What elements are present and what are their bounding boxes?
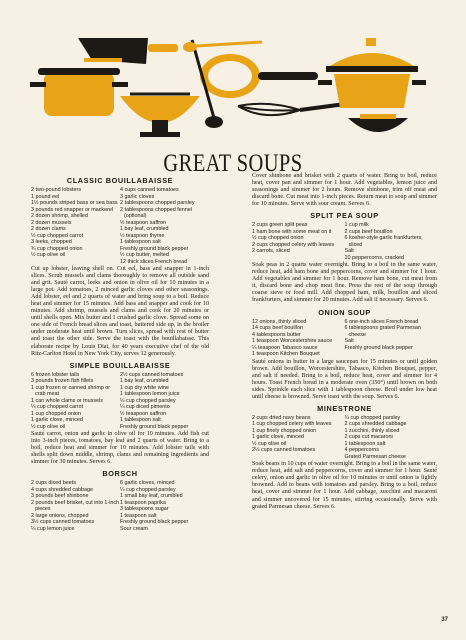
ingredient-item: ½ teaspoon thyme — [120, 232, 165, 239]
ingredient-item: 2 two-pound lobsters — [31, 187, 82, 193]
ingredient-item: 1 zucchini, thinly sliced — [344, 427, 400, 434]
ingredient-list — [31, 372, 209, 431]
ingredient-item: 2 carrots, sliced — [252, 248, 290, 255]
ingredient-item: 3 pounds frozen fish fillets — [31, 378, 94, 385]
ingredient-item: 1 tablespoon lemon juice — [120, 391, 180, 398]
ingredient-item: 2 cups cut macaroni — [344, 434, 393, 441]
ingredient-item: 1 teaspoon paprika — [120, 499, 166, 506]
ingredient-item: 1 teaspoon Kitchen Bouquet — [252, 351, 320, 358]
recipe-title: SIMPLE BOUILLABAISSE — [69, 360, 171, 370]
ingredient-item: 1 cup chopped onion — [31, 410, 82, 417]
ingredient-item: Freshly ground black pepper — [120, 245, 189, 252]
ingredient-item: 1½ pounds striped bass or sea bass — [31, 200, 118, 206]
ingredient-item: 6 kosher-style garlic frankfurters, sliced — [344, 235, 423, 248]
ingredient-column — [31, 372, 120, 431]
ingredient-item: ¼ cup chopped parsley — [120, 397, 176, 404]
ingredient-column — [120, 187, 209, 265]
ingredient-item: 14 cups beef bouillon — [252, 325, 303, 332]
ingredient-item: ¼ teaspoon Tabasco sauce — [252, 344, 318, 351]
recipe-simple-bouillabaisse — [31, 361, 209, 467]
ingredient-item: ½ cup butter, melted — [120, 252, 169, 258]
recipe-method: Cut up lobster, leaving shell on. Cut eel, bass and snapper in 1-inch slices. Scrub mussels and clams thoroughly to remove all outside sand and grit. Sauté carrot, leeks and onion in olive oil for 10 minutes in a large pot. Add tomatoes, 2 minced garlic cloves and other seasonings. Add lobster, eel and 2 quarts of water and bring soup to a boil. Reduce heat and simmer for 15 minutes. Add bass and snapper and cook for 10 minutes. Add shrimp, mussels and clams and cook for 20 minutes or until shells open. Mix butter and 1 crushed garlic clove. Spread some on one side of French bread slices and toast, buttered side up, in the broiler under moderate heat until brown. Turn slices, spread with rest of butter and toast the other side. Serve the toast with the bouillabaisse. This elaborate recipe by Louis Diat, for 40 years executive chef of the old Ritz-Carlton Hotel in New York City, serves 12 generously. — [31, 266, 209, 357]
ingredient-item: ¾ cup chopped onion — [31, 245, 83, 252]
recipe-minestrone — [252, 404, 437, 511]
ingredient-item: 12 onions, thinly sliced — [252, 318, 307, 325]
ingredient-item: 3½ cups canned tomatoes — [31, 519, 95, 526]
cleaver-icon — [78, 38, 178, 64]
recipe-split-pea-soup — [252, 211, 437, 304]
ingredient-item: 4 cups shredded cabbage — [31, 486, 94, 493]
ingredient-item: 4 cups canned tomatoes — [120, 187, 179, 193]
ingredient-item: ¼ cup chopped parsley — [120, 486, 176, 493]
whisk-icon — [238, 104, 345, 115]
ingredient-item: 2½ cups canned tomatoes — [120, 371, 184, 378]
ingredient-item: 12 thick slices French bread — [120, 258, 188, 265]
recipe-title: SPLIT PEA SOUP — [310, 211, 379, 221]
ingredient-item: Freshly ground black pepper — [344, 344, 413, 351]
ingredient-item: 2 cups chopped celery with leaves — [252, 241, 335, 248]
recipe-title: BORSCH — [102, 469, 138, 479]
ingredient-item: 1 cup chopped celery with leaves — [252, 421, 332, 428]
ingredient-item: 1 bay leaf, crumbled — [120, 226, 169, 232]
ingredient-item: 2 dozen mussels — [31, 219, 72, 226]
ingredient-column — [252, 415, 345, 461]
ingredient-item: Sour cream — [120, 525, 148, 532]
ingredient-item: Grated Parmesan cheese — [344, 453, 406, 460]
ingredient-column — [120, 480, 209, 532]
ingredient-item: 1 teaspoon salt — [120, 512, 157, 519]
recipe-onion-soup — [252, 308, 437, 401]
ingredient-item: ½ cup chopped carrot — [31, 232, 84, 239]
ingredient-list — [252, 319, 437, 358]
ingredient-item: 1 garlic clove, minced — [31, 417, 83, 424]
ingredient-item: ½ cup olive oil — [252, 440, 287, 447]
pan-icon — [200, 54, 318, 98]
ingredient-item: 1 small bay leaf, crumbled — [120, 493, 183, 500]
ingredient-item: 1 teaspoon Worcestershire sauce — [252, 338, 333, 345]
recipe-method: Soak beans in 10 cups of water overnight. Bring to a boil in the same water, reduce heat, add salt and peppercorns, cover and simmer for 1 hour. Sauté celery, onion and garlic in olive oil for 10 minutes or until onion is lightly browned. Add to beans with tomatoes and parsley. Bring to a boil, reduce heat, cover and simmer for 1 hour. Add cabbage, zucchini and macaroni and simmer uncovered for 15 minutes, stirring occasionally. Serve with grated Parmesan cheese. Serves 6. — [252, 461, 437, 510]
ingredient-item: Salt — [344, 338, 354, 345]
ingredient-item: ¼ cup chopped parsley — [344, 414, 401, 421]
ingredient-item: 6 frozen lobster tails — [31, 371, 80, 378]
ingredient-item: 6 one-inch slices French bread — [344, 318, 419, 325]
ingredient-item: 1 tablespoon salt — [120, 239, 161, 245]
ingredient-item: 1 tablespoon salt — [344, 440, 386, 447]
ingredient-item: 3 pounds beef shinbone — [31, 493, 89, 500]
recipe-classic-bouillabaisse — [31, 176, 209, 358]
ingredient-item: 3 tablespoons sugar — [120, 506, 169, 513]
ingredient-item: 1 can whole clams or mussels — [31, 397, 103, 404]
ingredient-column — [31, 187, 120, 265]
ingredient-item: 1 cup finely chopped onion — [252, 427, 317, 434]
ingredient-item: 2 tablespoons chopped fennel (optional) — [120, 206, 192, 219]
ingredient-item: Freshly ground black pepper — [120, 423, 189, 430]
ingredient-item: 1 bay leaf, crumbled — [120, 378, 169, 385]
ingredient-item: 2 cups green split peas — [252, 222, 308, 229]
ingredient-item: 1 garlic clove, minced — [252, 434, 304, 441]
ingredient-item: ½ cup olive oil — [31, 252, 66, 258]
pot-icon — [30, 68, 128, 116]
ingredient-item: ¼ cup diced pimento — [120, 404, 170, 411]
page-number: 37 — [441, 617, 448, 623]
ingredient-item: ½ cup olive oil — [31, 423, 66, 430]
right-column — [252, 173, 437, 514]
page-title: GREAT SOUPS — [163, 150, 303, 177]
ingredient-item: 2 cups shredded cabbage — [344, 421, 407, 428]
ingredient-list — [252, 222, 437, 261]
ingredient-item: ½ teaspoon saffron — [120, 219, 167, 226]
ingredient-item: 10 peppercorns, cracked — [344, 254, 404, 261]
ingredient-item: ¼ cup chopped carrot — [31, 404, 84, 411]
ingredient-item: 1 tablespoon salt — [120, 417, 161, 424]
recipe-method: Sauté onions in butter in a large saucepan for 15 minutes or until golden brown. Add bouillon, Worcestershire, Tabasco, Kitchen Bouquet, pepper, and salt if needed. Bring to a boil, reduce heat, cover and simmer for 4 hours. Toast French bread in a moderate oven (350°) until brown on both sides. Sprinkle each slice with 1 tablespoon cheese. Broil under low heat until cheese is browned. Serve toast with the soup. Serves 6. — [252, 358, 437, 400]
ingredient-item: 1 cup frozen or canned shrimp or crab meat — [31, 384, 111, 398]
ingredient-item: 4 peppercorns — [344, 447, 379, 454]
ingredient-item: 4 tablespoons butter — [252, 331, 301, 338]
recipe-title: MINESTRONE — [317, 403, 372, 413]
ingredient-item: 1 ham bone with some meat on it — [252, 228, 332, 235]
recipe-title: CLASSIC BOUILLABAISSE — [66, 176, 174, 185]
bowl-icon — [348, 114, 408, 132]
ingredient-column — [345, 222, 438, 261]
recipe-method: Soak peas in 2 quarts water overnight. Bring to a boil in the same water, reduce heat, add ham bone and peppercorns, cover and simmer for 1 hour. Add vegetables and simmer for 1 hour. Remove ham bone, cut meat from it, discard bone and chop meat fine. Press the rest of the soup through coarse sieve or food mill. Add chopped ham, milk, bouillon and sliced frankfurters, and simmer for 20 minutes. Add salt if necessary. Serves 6. — [252, 262, 437, 304]
recipe-method: Cover shinbone and brisket with 2 quarts of water. Bring to boil, reduce heat, cover pan and simmer for 1 hour. Add vegetables, lemon juice and seasonings and simmer for 2 hours. Remove shinbone, trim off meat and discard bone. Cut meat into 1-inch pieces. Return meat to soup and simmer for 10 minutes. Serve with sour cream. Serves 6. — [252, 173, 437, 208]
left-column — [31, 176, 209, 532]
recipe-title: ONION SOUP — [318, 307, 371, 317]
ingredient-item: 1 pound eel — [31, 193, 60, 200]
ingredient-column — [31, 480, 120, 532]
recipe-method: Sauté carrot, onion and garlic in olive oil for 10 minutes. Add fish cut into 3-inch pieces, tomatoes, bay leaf and 2 quarts of water. Bring to a boil, reduce heat and simmer for 10 minutes. Add lobster tails with shells split down middle, shrimp, clams and remaining ingredients and simmer for 30 minutes. Serves 6. — [31, 431, 209, 466]
ingredient-item: 2½ cups canned tomatoes — [252, 447, 316, 454]
ingredient-item: 6 tablespoons grated Parmesan cheese — [344, 325, 421, 338]
ingredient-item: 2 cups diced beets — [31, 480, 76, 487]
ingredient-item: 2 pounds beef brisket, cut into 1-inch pieces — [31, 499, 120, 513]
pot-icon — [318, 38, 426, 108]
ingredient-item: 3 leeks, chopped — [31, 239, 72, 245]
ingredient-item: Freshly ground black pepper — [120, 519, 189, 526]
ingredient-item: Salt — [344, 248, 354, 255]
ingredient-list — [31, 480, 209, 532]
ingredient-item: 3 pounds red snapper or mackerel — [31, 206, 114, 213]
ingredient-item: ½ cup chopped onion — [252, 235, 304, 242]
ingredient-item: 2 tablespoons chopped parsley — [120, 200, 195, 206]
ingredient-item: 1 cup milk — [344, 222, 369, 229]
kitchen-utensils-illustration — [0, 0, 466, 152]
ingredient-column — [252, 319, 345, 358]
ingredient-list — [252, 415, 437, 461]
ingredient-item: 2 dozen shrimp, shelled — [31, 213, 88, 219]
ingredient-item: 2 cups dried navy beans — [252, 414, 311, 421]
ingredient-item: ½ teaspoon saffron — [120, 410, 167, 417]
ingredient-item: 6 garlic cloves, minced — [120, 480, 175, 487]
ingredient-column — [252, 222, 345, 261]
ingredient-item: 2 dozen clams — [31, 226, 66, 232]
ingredient-item: 2 large onions, chopped — [31, 512, 89, 519]
bowl-icon — [120, 94, 200, 137]
ingredient-item: 1 cup dry white wine — [120, 384, 169, 391]
spoon-icon — [183, 42, 262, 52]
ingredient-list — [31, 187, 209, 265]
ingredient-item: 2 cups beef bouillon — [344, 228, 393, 235]
ingredient-item: ¼ cup lemon juice — [31, 525, 75, 532]
ingredient-column — [120, 372, 209, 431]
ingredient-column — [345, 415, 438, 461]
ingredient-column — [345, 319, 438, 358]
ingredient-item: 3 garlic cloves — [120, 193, 155, 200]
recipe-borsch — [31, 469, 209, 532]
